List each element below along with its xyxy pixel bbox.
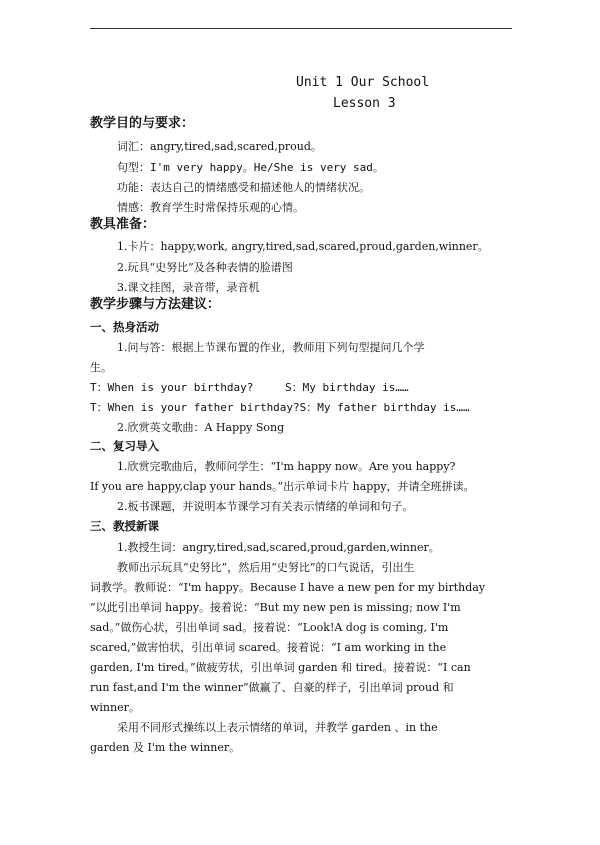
warmup-line-2: 生。 xyxy=(90,361,112,374)
warmup-heading: 一、热身活动 xyxy=(90,320,159,334)
objectives-function: 功能：表达自己的情绪感受和描述他人的情绪状况。 xyxy=(117,181,370,194)
review-line-2: If you are happy,clap your hands。”出示单词卡片 happy，并请全班拼读。 xyxy=(90,480,475,493)
teach-paragraph-line-7: run fast,and I'm the winner”做赢了、自豪的样子，引出单词 proud 和 xyxy=(90,681,454,694)
teach-heading: 三、教授新课 xyxy=(90,519,159,533)
practice-line-1: 采用不同形式操练以上表示情绪的单词，并教学 garden 、in the xyxy=(117,721,438,734)
materials-item-2: 2.玩具“史努比”及各种表情的脸谱图 xyxy=(117,261,293,274)
dialog-1-teacher: T：When is your birthday? xyxy=(90,381,254,394)
dialog-1-student: S：My birthday is…… xyxy=(285,381,409,394)
teach-line-1: 1.教授生词：angry,tired,sad,scared,proud,garden,winner。 xyxy=(117,541,440,554)
teach-paragraph-line-8: winner。 xyxy=(90,701,140,714)
materials-item-1: 1.卡片：happy,work, angry,tired,sad,scared,proud,garden,winner。 xyxy=(117,240,489,253)
review-line-3: 2.板书课题，并说明本节课学习有关表示情绪的单词和句子。 xyxy=(117,500,414,513)
dialog-2: T：When is your father birthday?S：My father birthday is…… xyxy=(90,401,470,414)
objectives-vocab: 词汇：angry,tired,sad,scared,proud。 xyxy=(117,140,322,153)
practice-line-2: garden 及 I'm the winner。 xyxy=(90,741,241,754)
teach-paragraph-line-4: sad。”做伤心状，引出单词 sad。接着说：“Look!A dog is coming, I'm xyxy=(90,621,449,634)
objectives-sentence: 句型：I'm very happy。He/She is very sad。 xyxy=(117,161,384,174)
top-rule xyxy=(90,28,512,29)
teach-paragraph-line-3: ”以此引出单词 happy。接着说：“But my new pen is missing; now I'm xyxy=(90,601,461,614)
objectives-heading: 教学目的与要求： xyxy=(90,116,195,131)
warmup-line-1: 1.问与答：根据上节课布置的作业，教师用下列句型提问几个学 xyxy=(117,341,425,354)
materials-item-3: 3.课文挂图，录音带，录音机 xyxy=(117,281,260,294)
teach-paragraph-line-6: garden, I'm tired。”做疲劳状，引出单词 garden 和 tired。接着说：“I can xyxy=(90,661,471,674)
review-heading: 二、复习导入 xyxy=(90,439,159,453)
teach-paragraph-line-2: 词教学。教师说：“I'm happy。Because I have a new pen for my birthday xyxy=(90,581,486,594)
lesson-title: Lesson 3 xyxy=(333,96,396,111)
teach-paragraph-line-1: 教师出示玩具“史努比”，然后用“史努比”的口气说话，引出生 xyxy=(117,561,415,574)
materials-heading: 教具准备： xyxy=(90,217,156,232)
unit-title: Unit 1 Our School xyxy=(296,75,430,90)
steps-heading: 教学步骤与方法建议： xyxy=(90,297,221,312)
review-line-1: 1.欣赏完歌曲后，教师问学生：“I'm happy now。Are you happy? xyxy=(117,460,456,473)
teach-paragraph-line-5: scared,”做害怕状，引出单词 scared。接着说：“I am working in the xyxy=(90,641,447,654)
objectives-emotion: 情感：教育学生时常保持乐观的心情。 xyxy=(117,201,304,214)
warmup-song: 2.欣赏英文歌曲：A Happy Song xyxy=(117,421,285,434)
